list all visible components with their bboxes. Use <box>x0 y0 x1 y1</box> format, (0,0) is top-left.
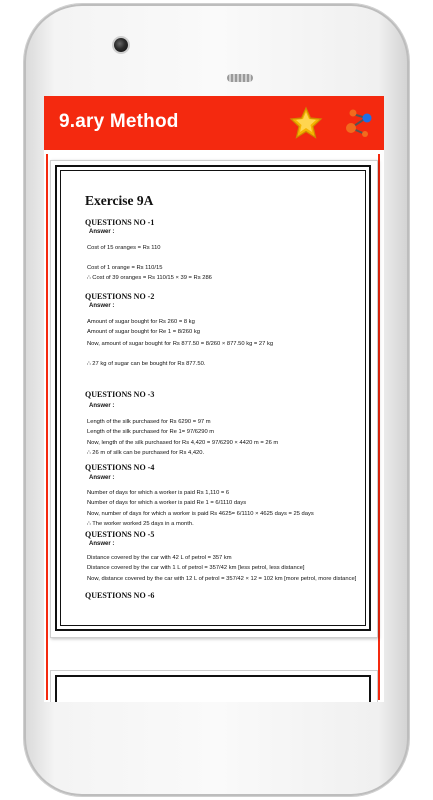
answer-line: Now, distance covered by the car with 12 L of petrol = 357/42 × 12 = 102 km [more petrol, more distance] <box>87 576 357 582</box>
app-screen <box>44 96 384 702</box>
share-button[interactable] <box>341 106 375 140</box>
answer-line: Distance covered by the car with 42 L of petrol = 357 km <box>87 555 232 561</box>
app-bar <box>44 96 384 150</box>
exercise-document <box>61 171 367 627</box>
answer-line: Length of the silk purchased for Rs 6290 = 97 m <box>87 419 211 425</box>
answer-line: ∴ 27 kg of sugar can be bought for Rs 877.50. <box>87 361 206 367</box>
answer-line: Amount of sugar bought for Rs 260 = 8 kg <box>87 319 195 325</box>
answer-line: Length of the silk purchased for Re 1= 97/6290 m <box>87 429 215 435</box>
answer-line: Distance covered by the car with 1 L of petrol = 357/42 km [less petrol, less distance] <box>87 565 305 571</box>
question-heading: QUESTIONS NO -2 <box>85 292 155 301</box>
page-border-outer <box>55 675 371 702</box>
answer-label: Answer : <box>89 303 115 309</box>
question-heading: QUESTIONS NO -5 <box>85 530 155 539</box>
exercise-title: Exercise 9A <box>85 193 154 208</box>
document-page[interactable] <box>50 160 378 638</box>
answer-label: Answer : <box>89 475 115 481</box>
answer-line: Number of days for which a worker is paid Re 1 = 6/1110 days <box>87 500 247 506</box>
favorite-button[interactable] <box>289 106 323 140</box>
front-camera <box>114 38 128 52</box>
answer-line: Cost of 1 orange = Rs 110/15 <box>87 265 163 271</box>
answer-line: ∴ Cost of 39 oranges = Rs 110/15 × 39 = Rs 286 <box>87 275 212 281</box>
question-heading: QUESTIONS NO -6 <box>85 591 155 600</box>
answer-label: Answer : <box>89 541 115 547</box>
earpiece-speaker <box>227 74 253 82</box>
star-icon <box>289 106 323 140</box>
question-heading: QUESTIONS NO -3 <box>85 390 155 399</box>
answer-line: Cost of 15 oranges = Rs 110 <box>87 245 161 251</box>
answer-line: ∴ The worker worked 25 days in a month. <box>87 521 194 527</box>
answer-line: ∴ 26 m of silk can be purchased for Rs 4,420. <box>87 450 205 456</box>
answer-line: Now, length of the silk purchased for Rs 4,420 = 97/6290 × 4420 m = 26 m <box>87 440 279 446</box>
answer-label: Answer : <box>89 229 115 235</box>
question-heading: QUESTIONS NO -4 <box>85 463 155 472</box>
answer-line: Number of days for which a worker is paid Rs 1,110 = 6 <box>87 490 230 496</box>
answer-line: Now, amount of sugar bought for Rs 877.50 = 8/260 × 877.50 kg = 27 kg <box>87 341 274 347</box>
app-title: 9.ary Method <box>59 111 179 132</box>
answer-line: Now, number of days for which a worker is paid Rs 4625= 6/1110 × 4625 days = 25 days <box>87 511 314 517</box>
answer-label: Answer : <box>89 403 115 409</box>
answer-line: Amount of sugar bought for Re 1 = 8/260 kg <box>87 329 200 335</box>
page-border-inner <box>60 170 366 626</box>
content-area[interactable] <box>44 150 384 702</box>
share-icon <box>341 106 375 140</box>
next-document-page[interactable] <box>50 670 378 702</box>
question-heading: QUESTIONS NO -1 <box>85 218 155 227</box>
page-border-outer <box>55 165 371 631</box>
